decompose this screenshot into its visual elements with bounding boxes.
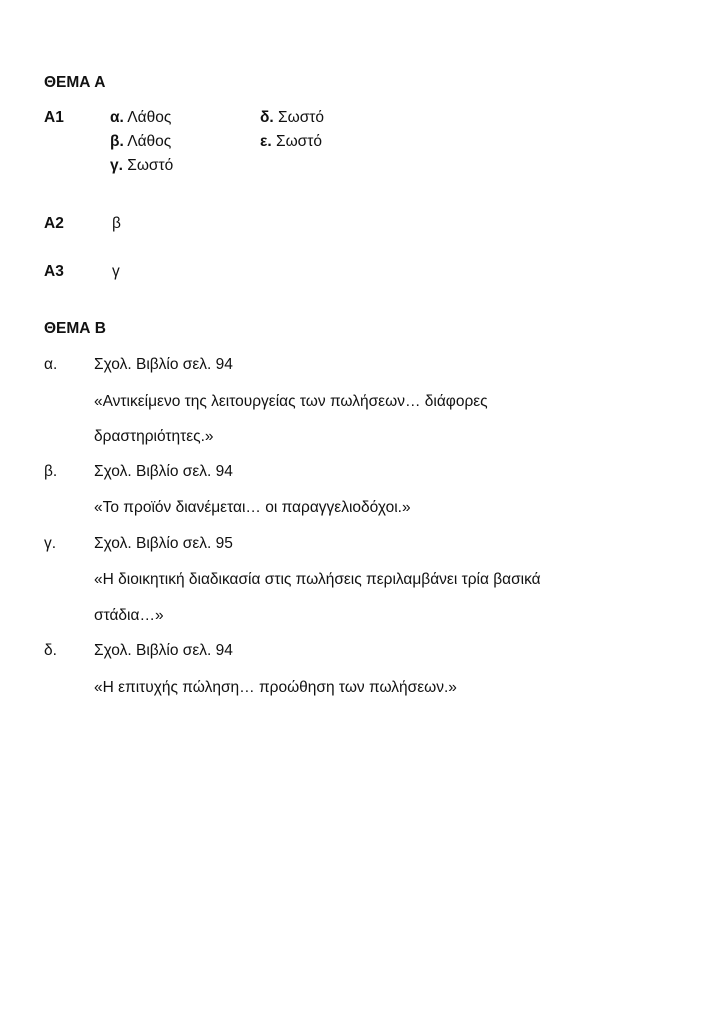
a3-label: Α3	[44, 263, 64, 280]
b-item-reference: Σχολ. Βιβλίο σελ. 94	[94, 463, 233, 480]
a1-item-letter: α.	[110, 109, 124, 126]
theme-a-heading: ΘΕΜΑ Α	[44, 74, 106, 91]
a1-item-letter: β.	[110, 133, 124, 150]
b-item-quote-line: στάδια…»	[94, 607, 164, 624]
a1-item-answer: Σωστό	[278, 109, 325, 126]
b-item-reference: Σχολ. Βιβλίο σελ. 94	[94, 356, 233, 373]
a1-item-b	[110, 133, 171, 151]
a1-item-c	[110, 157, 173, 175]
theme-b-heading: ΘΕΜΑ Β	[44, 320, 106, 337]
a1-item-letter: ε.	[260, 133, 272, 150]
a1-item-e	[260, 133, 322, 151]
a1-item-answer: Λάθος	[127, 133, 172, 150]
a2-answer: β	[112, 215, 121, 232]
b-item-quote-line: «Η επιτυχής πώληση… προώθηση των πωλήσεων.»	[94, 679, 457, 696]
b-item-letter: γ.	[44, 535, 57, 552]
a1-item-answer: Λάθος	[127, 109, 172, 126]
b-item-quote-line: «Η διοικητική διαδικασία στις πωλήσεις περιλαμβάνει τρία βασικά	[94, 571, 541, 588]
b-item-quote-line: «Αντικείμενο της λειτουργείας των πωλήσεων… διάφορες	[94, 393, 488, 410]
a1-item-d	[260, 109, 324, 127]
b-item-quote-line: «Το προϊόν διανέμεται… οι παραγγελιοδόχοι.»	[94, 499, 411, 516]
a1-item-letter: γ.	[110, 157, 123, 174]
a1-item-a	[110, 109, 171, 127]
a1-item-letter: δ.	[260, 109, 274, 126]
a1-item-answer: Σωστό	[127, 157, 174, 174]
b-item-letter: β.	[44, 463, 58, 480]
b-item-letter: δ.	[44, 642, 57, 659]
b-item-reference: Σχολ. Βιβλίο σελ. 94	[94, 642, 233, 659]
b-item-quote-line: δραστηριότητες.»	[94, 428, 214, 445]
a2-label: Α2	[44, 215, 64, 232]
a3-answer: γ	[112, 263, 120, 280]
a1-label: Α1	[44, 109, 64, 126]
b-item-reference: Σχολ. Βιβλίο σελ. 95	[94, 535, 233, 552]
a1-item-answer: Σωστό	[275, 133, 322, 150]
b-item-letter: α.	[44, 356, 58, 373]
